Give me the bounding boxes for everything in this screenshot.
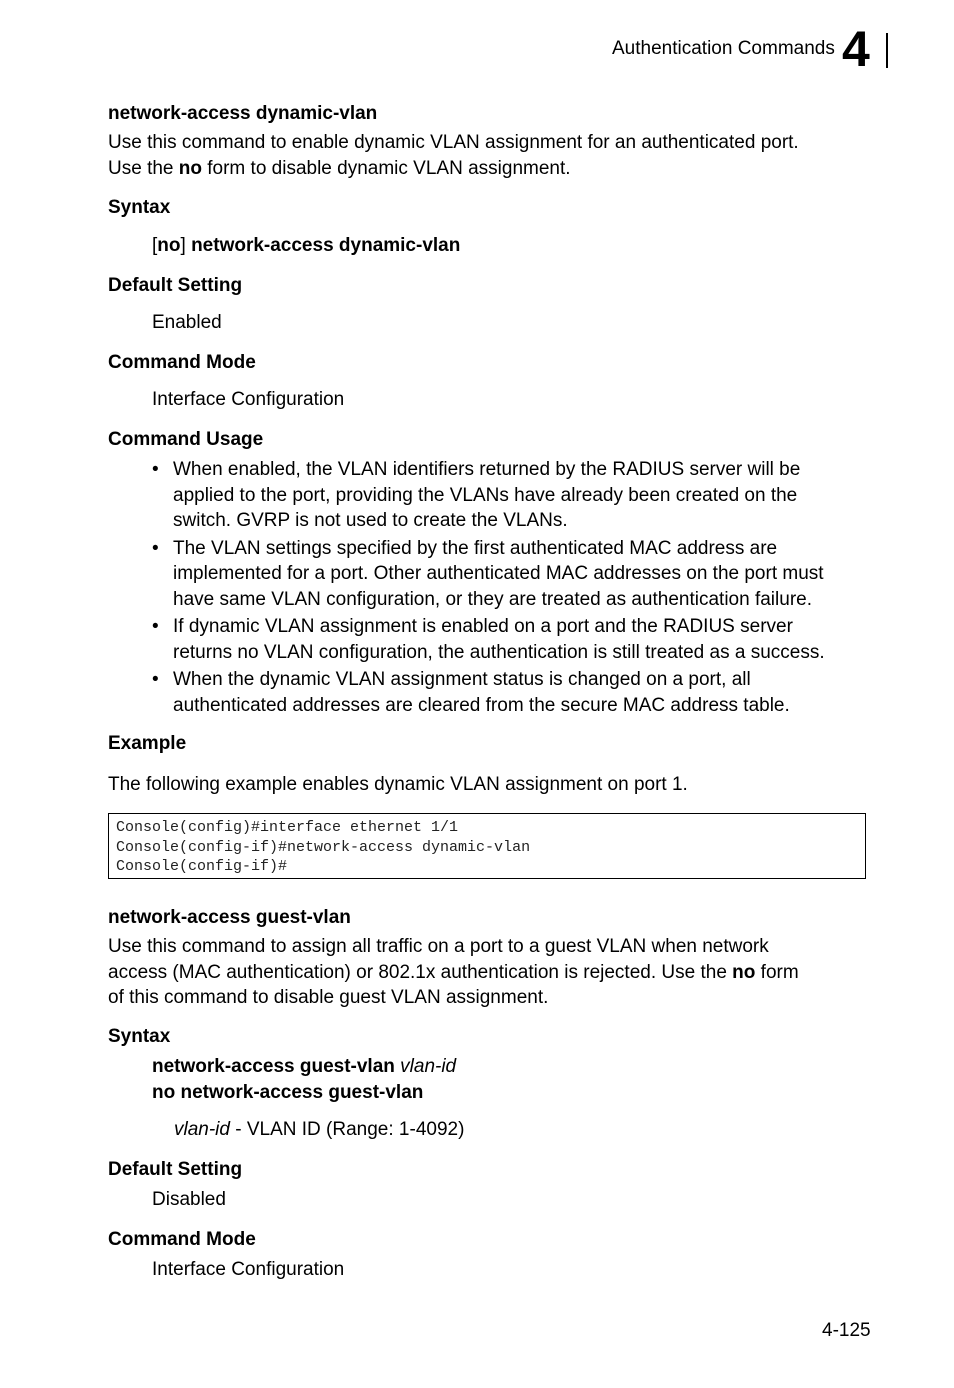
bullet-line: When enabled, the VLAN identifiers returned by the RADIUS server will be xyxy=(173,459,801,480)
default-setting-heading: Default Setting xyxy=(108,275,243,296)
command-mode-value: Interface Configuration xyxy=(152,1259,345,1280)
parameter-text: - VLAN ID (Range: 1-4092) xyxy=(229,1119,465,1140)
bullet-line: The VLAN settings specified by the first authenticated MAC address are xyxy=(173,537,778,559)
usage-bullet-item xyxy=(152,614,872,665)
example-text: The following example enables dynamic VLAN assignment on port 1. xyxy=(108,774,688,795)
intro-line xyxy=(108,960,799,986)
command-usage-list xyxy=(152,457,872,720)
section-title-guest-vlan: network-access guest-vlan xyxy=(108,907,351,928)
bullet-icon: • xyxy=(152,459,159,480)
default-setting-value: Disabled xyxy=(152,1189,226,1210)
command-mode-heading: Command Mode xyxy=(108,352,256,373)
example-heading: Example xyxy=(108,733,187,754)
intro-line: Use this command to enable dynamic VLAN assignment for an authenticated port. xyxy=(108,132,799,153)
parameter-description xyxy=(174,1119,464,1141)
bracket: ] xyxy=(180,235,192,256)
command-mode-value: Interface Configuration xyxy=(152,389,345,410)
syntax-line xyxy=(152,1056,456,1078)
bullet-line: switch. GVRP is not used to create the VLANs. xyxy=(173,510,568,531)
bullet-line: implemented for a port. Other authenticated MAC addresses on the port must xyxy=(173,563,824,584)
default-setting-heading: Default Setting xyxy=(108,1159,243,1180)
section-intro-dynamic-vlan xyxy=(108,130,799,181)
running-header: Authentication Commands xyxy=(612,38,835,59)
page-number: 4-125 xyxy=(822,1320,871,1341)
syntax-line-no: no network-access guest-vlan xyxy=(152,1082,424,1103)
bullet-icon: • xyxy=(152,669,159,690)
text-run: access (MAC authentication) or 802.1x authentication is rejected. Use the xyxy=(108,961,733,983)
text-run: form xyxy=(755,961,799,983)
bullet-line: applied to the port, providing the VLANs have already been created on the xyxy=(173,484,798,506)
keyword-no: no xyxy=(178,157,202,179)
keyword-no: no xyxy=(157,235,181,256)
syntax-heading: Syntax xyxy=(108,197,171,218)
command-name: network-access guest-vlan xyxy=(152,1056,395,1077)
chapter-number: 4 xyxy=(842,21,870,77)
section-intro-guest-vlan xyxy=(108,934,799,1011)
usage-bullet-item xyxy=(152,667,872,718)
intro-line: Use this command to assign all traffic on a port to a guest VLAN when network xyxy=(108,936,769,957)
text-run: form to disable dynamic VLAN assignment. xyxy=(201,157,571,179)
parameter-name: vlan-id xyxy=(174,1119,230,1140)
bullet-line: returns no VLAN configuration, the authentication is still treated as a success. xyxy=(173,641,825,663)
intro-line: of this command to disable guest VLAN assignment. xyxy=(108,987,549,1008)
bullet-line: When the dynamic VLAN assignment status is changed on a port, all xyxy=(173,669,751,690)
argument: vlan-id xyxy=(400,1056,457,1077)
command-usage-heading: Command Usage xyxy=(108,429,264,450)
section-title-dynamic-vlan: network-access dynamic-vlan xyxy=(108,103,378,124)
bullet-line: authenticated addresses are cleared from the secure MAC address table. xyxy=(173,694,790,716)
bullet-icon: • xyxy=(152,616,159,637)
usage-bullet-item xyxy=(152,457,872,534)
syntax-line xyxy=(152,235,460,257)
command-name: network-access dynamic-vlan xyxy=(191,235,461,256)
command-mode-heading: Command Mode xyxy=(108,1229,256,1250)
bullet-line: have same VLAN configuration, or they are treated as authentication failure. xyxy=(173,588,812,610)
bullet-icon: • xyxy=(152,537,159,559)
bracket: [ xyxy=(152,235,158,256)
keyword-no: no xyxy=(732,961,756,983)
code-example: Console(config)#interface ethernet 1/1 Console(config-if)#network-access dynamic-vlan Console(config-if)# xyxy=(108,813,866,879)
usage-bullet-item xyxy=(152,536,872,613)
intro-line xyxy=(108,156,799,182)
default-setting-value: Enabled xyxy=(152,312,222,333)
syntax-heading: Syntax xyxy=(108,1026,171,1047)
bullet-line: If dynamic VLAN assignment is enabled on a port and the RADIUS server xyxy=(173,616,793,637)
text-run: Use the xyxy=(108,157,179,179)
